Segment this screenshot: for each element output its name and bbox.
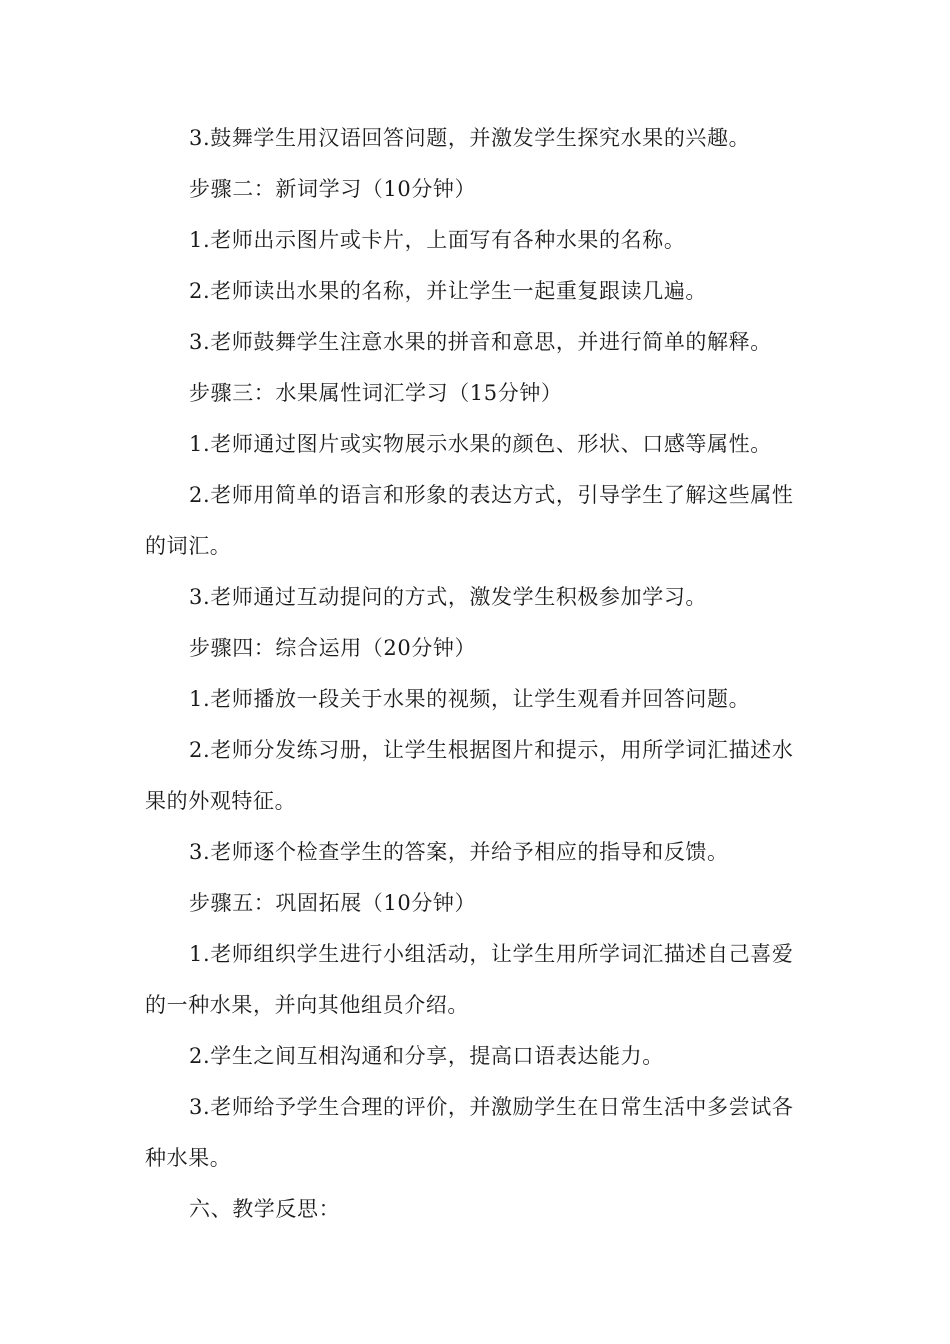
paragraph-11: 1.老师播放一段关于水果的视频，让学生观看并回答问题。	[189, 687, 751, 711]
paragraph-4: 2.老师读出水果的名称，并让学生一起重复跟读几遍。	[189, 279, 708, 303]
paragraph-7: 1.老师通过图片或实物展示水果的颜色、形状、口感等属性。	[189, 432, 772, 456]
paragraph-15: 1.老师组织学生进行小组活动，让学生用所学词汇描述自己喜爱的一种水果，并向其他组员介绍。	[145, 942, 794, 1017]
paragraph-8: 2.老师用简单的语言和形象的表达方式，引导学生了解这些属性的词汇。	[145, 483, 794, 558]
step-5-heading: 步骤五：巩固拓展（10分钟）	[189, 891, 477, 915]
paragraph-1: 3.鼓舞学生用汉语回答问题，并激发学生探究水果的兴趣。	[189, 126, 751, 150]
paragraph-17: 3.老师给予学生合理的评价，并激励学生在日常生活中多尝试各种水果。	[145, 1095, 794, 1170]
paragraph-13: 3.老师逐个检查学生的答案，并给予相应的指导和反馈。	[189, 840, 729, 864]
paragraph-16: 2.学生之间互相沟通和分享，提高口语表达能力。	[189, 1044, 664, 1068]
document-body	[145, 113, 805, 1235]
paragraph-3: 1.老师出示图片或卡片，上面写有各种水果的名称。	[189, 228, 686, 252]
step-4-heading: 步骤四：综合运用（20分钟）	[189, 636, 477, 660]
paragraph-9: 3.老师通过互动提问的方式，激发学生积极参加学习。	[189, 585, 708, 609]
step-3-heading: 步骤三：水果属性词汇学习（15分钟）	[189, 381, 563, 405]
section-6-heading: 六、教学反思：	[189, 1197, 341, 1221]
paragraph-5: 3.老师鼓舞学生注意水果的拼音和意思，并进行简单的解释。	[189, 330, 772, 354]
step-2-heading: 步骤二：新词学习（10分钟）	[189, 177, 477, 201]
paragraph-12: 2.老师分发练习册，让学生根据图片和提示，用所学词汇描述水果的外观特征。	[145, 738, 794, 813]
